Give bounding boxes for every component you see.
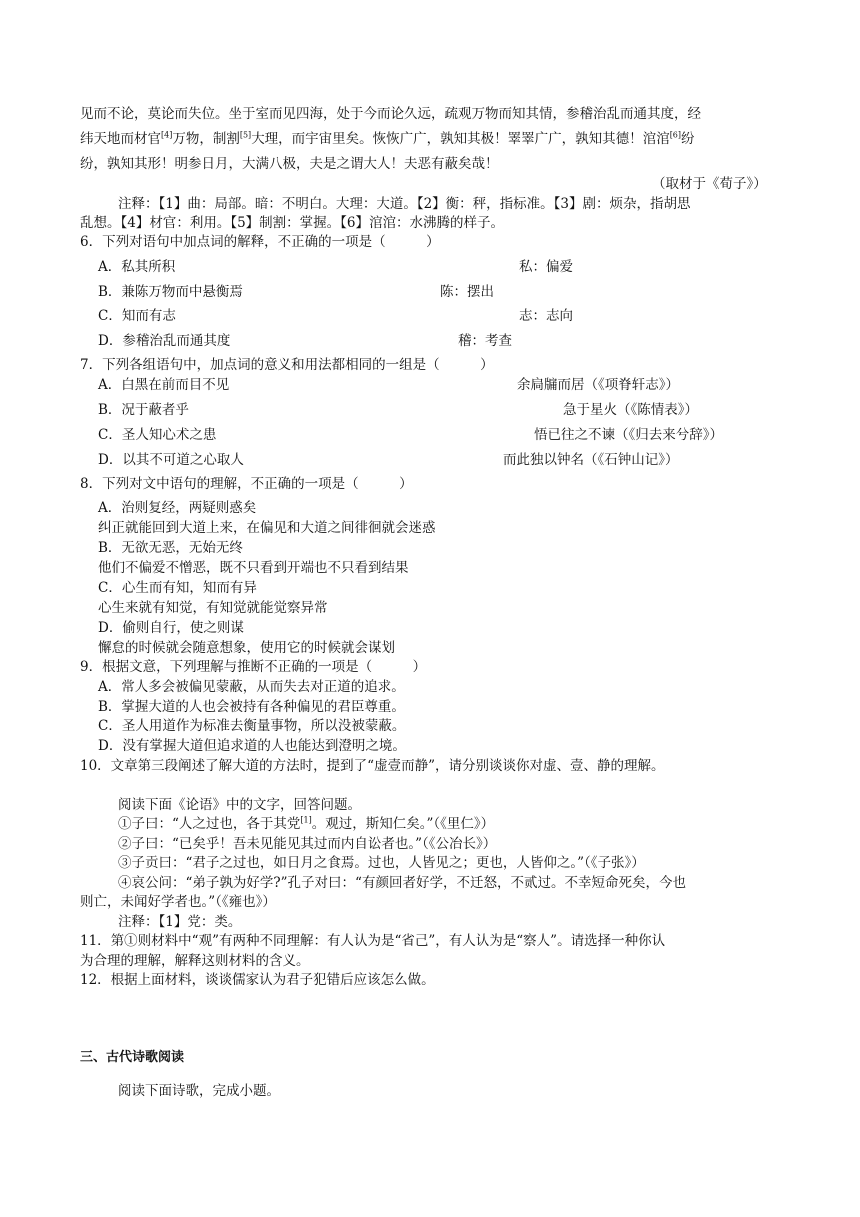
q8-option-a: A．治则复经，两疑则惑矣 — [98, 500, 257, 516]
passage-source: （取材于《荀子》） — [652, 176, 767, 192]
q8-option-d-meaning: 懈怠的时候就会随意想象，使用它的时候就会谋划 — [98, 640, 395, 656]
lunyu-note: 注释：【1】党：类。 — [118, 914, 242, 930]
q10-stem: 10．文章第三段阐述了解大道的方法时，提到了“虚壹而静”，请分别谈谈你对虚、壹、静的理解。 — [80, 758, 665, 774]
q6-option-a-ans: 私：偏爱 — [519, 259, 573, 275]
q7-option-b: B．况于蔽者乎 — [98, 402, 189, 418]
q9-stem: 9．根据文意，下列理解与推断不正确的一项是（ ） — [80, 659, 427, 675]
q8-stem: 8．下列对文中语句的理解，不正确的一项是（ ） — [80, 476, 413, 492]
q9-option-b: B．掌握大道的人也会被持有各种偏见的君臣尊重。 — [98, 699, 405, 715]
q12-stem: 12．根据上面材料，谈谈儒家认为君子犯错后应该怎么做。 — [80, 972, 435, 988]
lunyu-item-1: ①子曰：“人之过也，各于其党[1]。观过，斯知仁矣。”（《里仁》） — [118, 815, 495, 832]
q11-line-2: 为合理的理解，解释这则材料的含义。 — [80, 953, 310, 969]
lunyu-intro: 阅读下面《论语》中的文字，回答问题。 — [118, 797, 361, 813]
q6-option-c-ans: 志：志向 — [519, 308, 573, 324]
q8-option-c-meaning: 心生来就有知觉，有知觉就能觉察异常 — [98, 600, 328, 616]
q7-option-c: C．圣人知心术之患 — [98, 427, 217, 443]
q7-option-d: D．以其不可道之心取人 — [98, 452, 244, 468]
q11-line-1: 11．第①则材料中“观”有两种不同理解：有人认为是“省己”，有人认为是“察人”。请选择一种你认 — [80, 933, 666, 949]
q9-option-a: A．常人多会被偏见蒙蔽，从而失去对正道的追求。 — [98, 679, 405, 695]
q6-option-b-ans: 陈：摆出 — [440, 284, 494, 300]
q7-option-b-ans: 急于星火（《陈情表》） — [563, 402, 698, 418]
passage-line-2: 纬天地而材官[4]万物，制割[5]大理，而宇宙里矣。恢恢广广，孰知其极！睪睪广广，孰知其德！涫涫[6]纷 — [80, 130, 695, 147]
q6-option-a: A．私其所积 — [98, 259, 176, 275]
q6-option-b: B．兼陈万物而中悬衡焉 — [98, 284, 243, 300]
q8-option-b: B．无欲无恶，无始无终 — [98, 540, 243, 556]
lunyu-item-4: ④哀公问：“弟子孰为好学?”孔子对曰：“有颜回者好学，不迁怒，不贰过。不幸短命死矣，今也 — [118, 875, 686, 891]
q7-stem: 7．下列各组语句中，加点词的意义和用法都相同的一组是（ ） — [80, 357, 494, 373]
q7-option-a: A．白黑在前而目不见 — [98, 377, 230, 393]
q8-option-a-meaning: 纠正就能回到大道上来，在偏见和大道之间徘徊就会迷惑 — [98, 520, 436, 536]
section-3-intro: 阅读下面诗歌，完成小题。 — [118, 1083, 280, 1099]
q6-option-c: C．知而有志 — [98, 308, 176, 324]
q7-option-c-ans: 悟已往之不谏（《归去来兮辞》） — [534, 427, 723, 443]
q6-option-d-ans: 稽：考查 — [458, 333, 512, 349]
q7-option-a-ans: 余扃牖而居（《项脊轩志》） — [517, 377, 679, 393]
lunyu-item-3: ③子贡曰：“君子之过也，如日月之食焉。过也，人皆见之；更也，人皆仰之。”（《子张》） — [118, 855, 645, 871]
section-3-title: 三、古代诗歌阅读 — [80, 1050, 185, 1065]
passage-line-1: 见而不论，莫论而失位。坐于室而见四海，处于今而论久远，疏观万物而知其情，参稽治乱而通其度，经 — [80, 106, 701, 122]
notes-line-1: 注释：【1】曲：局部。暗：不明白。大理：大道。【2】衡：秤，指标准。【3】剧：烦杂，指胡思 — [118, 196, 691, 212]
notes-line-2: 乱想。【4】材官：利用。【5】制割：掌握。【6】涫涫：水沸腾的样子。 — [80, 215, 505, 231]
lunyu-item-2: ②子曰：“已矣乎！吾未见能见其过而内自讼者也。”（《公冶长》） — [118, 836, 497, 852]
q6-option-d: D．参稽治乱而通其度 — [98, 333, 231, 349]
q9-option-d: D．没有掌握大道但追求道的人也能达到澄明之境。 — [98, 738, 406, 754]
passage-line-3: 纷，孰知其形！明参日月，大满八极，夫是之谓大人！夫恶有蔽矣哉！ — [80, 156, 499, 172]
q8-option-d: D．偷则自行，使之则谋 — [98, 620, 244, 636]
lunyu-item-4-cont: 则亡，未闻好学者也。”（《雍也》） — [80, 894, 276, 910]
q6-stem: 6．下列对语句中加点词的解释，不正确的一项是（ ） — [80, 234, 440, 250]
q8-option-c: C．心生而有知，知而有异 — [98, 580, 257, 596]
q8-option-b-meaning: 他们不偏爱不憎恶，既不只看到开端也不只看到结果 — [98, 560, 409, 576]
q9-option-c: C．圣人用道作为标准去衡量事物，所以没被蒙蔽。 — [98, 718, 406, 734]
q7-option-d-ans: 而此独以钟名（《石钟山记》） — [503, 452, 679, 468]
